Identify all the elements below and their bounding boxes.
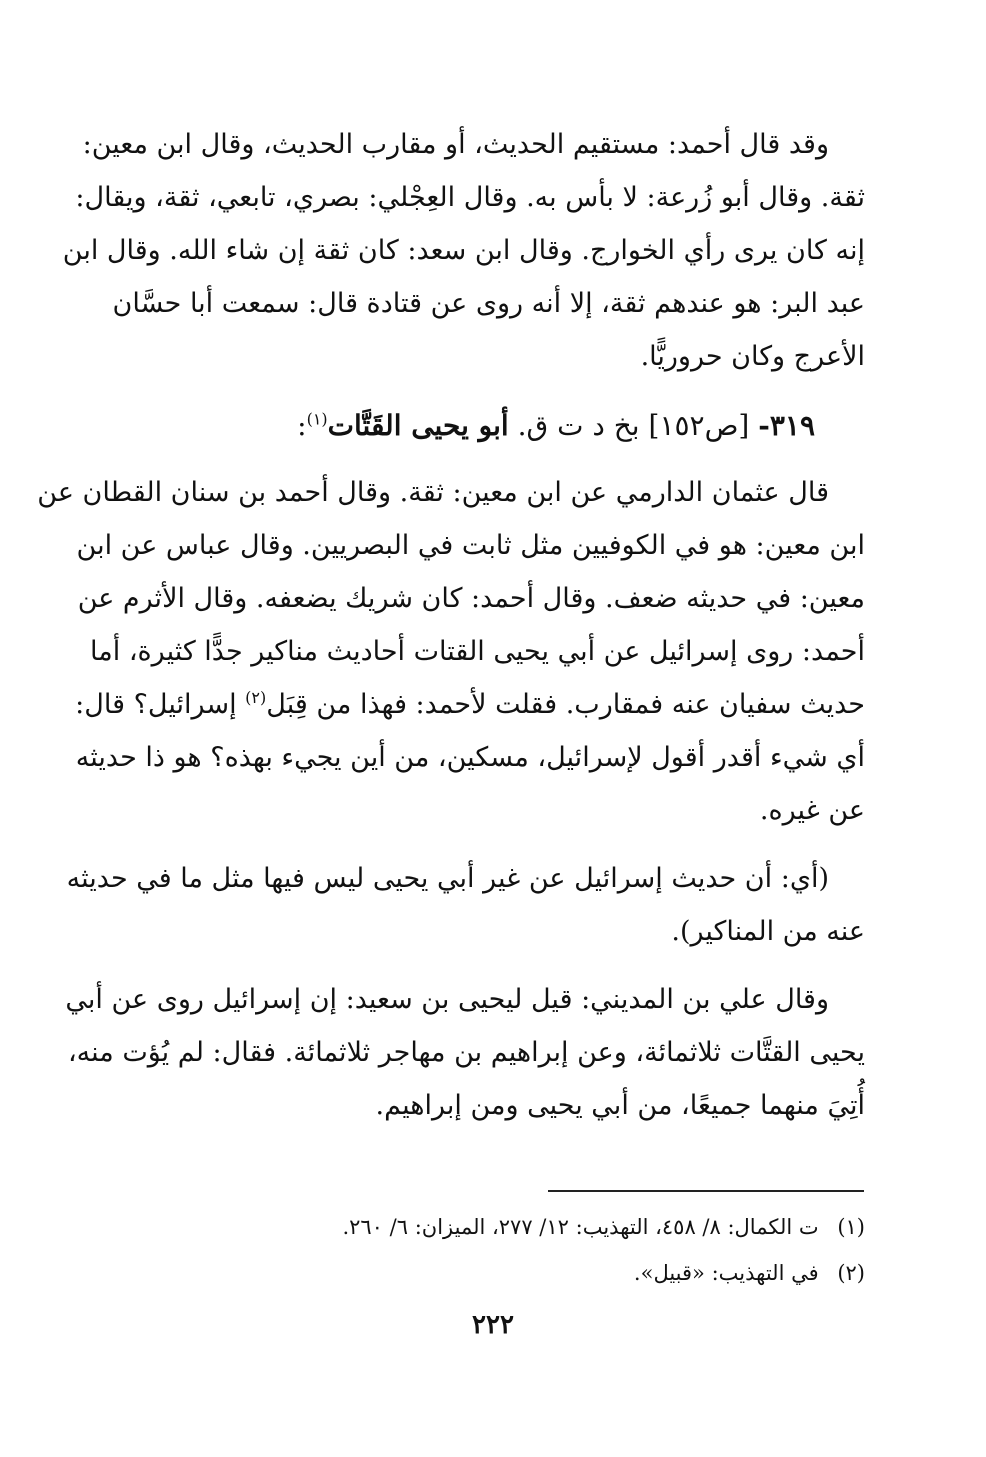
footnote-number: (١)	[837, 1215, 865, 1239]
footnote-divider	[548, 1190, 864, 1192]
page-body	[37, 118, 865, 1147]
heading-colon: :	[297, 409, 307, 442]
entry-name: أبو يحيى القَتَّات	[327, 409, 509, 442]
text-line: وقال علي بن المديني: قيل ليحيى بن سعيد: إن إسرائيل روى عن أبي	[65, 984, 829, 1015]
footnote-text: ت الكمال: ٨/ ٤٥٨، التهذيب: ١٢/ ٢٧٧، الميزان: ٦/ ٢٦٠.	[342, 1215, 819, 1239]
page-number: ٢٢٢	[472, 1310, 514, 1340]
text-line: ابن معين: هو في الكوفيين مثل ثابت في البصريين. وقال عباس عن ابن	[76, 530, 865, 561]
footnote-text: في التهذيب: «قبيل».	[633, 1261, 819, 1285]
text-line: ثقة. وقال أبو زُرعة: لا بأس به. وقال العِجْلي: بصري، تابعي، ثقة، ويقال:	[75, 182, 865, 213]
entry-number: ٣١٩-	[758, 409, 815, 442]
text-line	[75, 678, 865, 731]
paragraph-2	[37, 466, 865, 837]
text-line: (أي: أن حديث إسرائيل عن غير أبي يحيى ليس فيها مثل ما في حديثه	[66, 863, 829, 894]
text-line: يحيى القتَّات ثلاثمائة، وعن إبراهيم بن مهاجر ثلاثمائة. فقال: لم يُؤت منه،	[67, 1037, 865, 1068]
text-line: الأعرج وكان حروريًّا.	[640, 341, 865, 372]
footnote-mark: (٢)	[245, 688, 267, 707]
footnote-item	[120, 1204, 865, 1250]
text-line: إنه كان يرى رأي الخوارج. وقال ابن سعد: كان ثقة إن شاء الله. وقال ابن	[62, 235, 865, 266]
text-line: أُتِيَ منهما جميعًا، من أبي يحيى ومن إبراهيم.	[375, 1090, 865, 1121]
text-line: عنه من المناكير).	[671, 916, 865, 947]
text-line: عن غيره.	[759, 795, 865, 826]
footnote-number: (٢)	[837, 1261, 865, 1285]
footnotes	[120, 1204, 865, 1296]
text-line: وقد قال أحمد: مستقيم الحديث، أو مقارب الحديث، وقال ابن معين:	[82, 129, 829, 160]
text-line: معين: في حديثه ضعف. وقال أحمد: كان شريك يضعفه. وقال الأثرم عن	[77, 583, 865, 614]
text-line: أحمد: روى إسرائيل عن أبي يحيى القتات أحاديث مناكير جدًّا كثيرة، أما	[90, 636, 865, 667]
text-line: عبد البر: هو عندهم ثقة، إلا أنه روى عن قتادة قال: سمعت أبا حسَّان	[112, 288, 865, 319]
text-line: أي شيء أقدر أقول لإسرائيل، مسكين، من أين يجيء بهذه؟ هو ذا حديثه	[75, 742, 865, 773]
paragraph-1	[62, 118, 865, 383]
footnote-item	[120, 1250, 865, 1296]
paragraph-3	[66, 852, 865, 958]
line-text-after: إسرائيل؟ قال:	[75, 689, 237, 720]
text-line: قال عثمان الدارمي عن ابن معين: ثقة. وقال أحمد بن سنان القطان عن	[37, 477, 829, 508]
entry-heading	[120, 398, 865, 454]
line-text-before: حديث سفيان عنه فمقارب. فقلت لأحمد: فهذا من قِبَل	[266, 689, 865, 720]
footnote-mark: (١)	[306, 409, 328, 429]
paragraph-4	[65, 973, 865, 1132]
entry-reference: [ص١٥٢] بخ د ت ق.	[517, 409, 750, 442]
